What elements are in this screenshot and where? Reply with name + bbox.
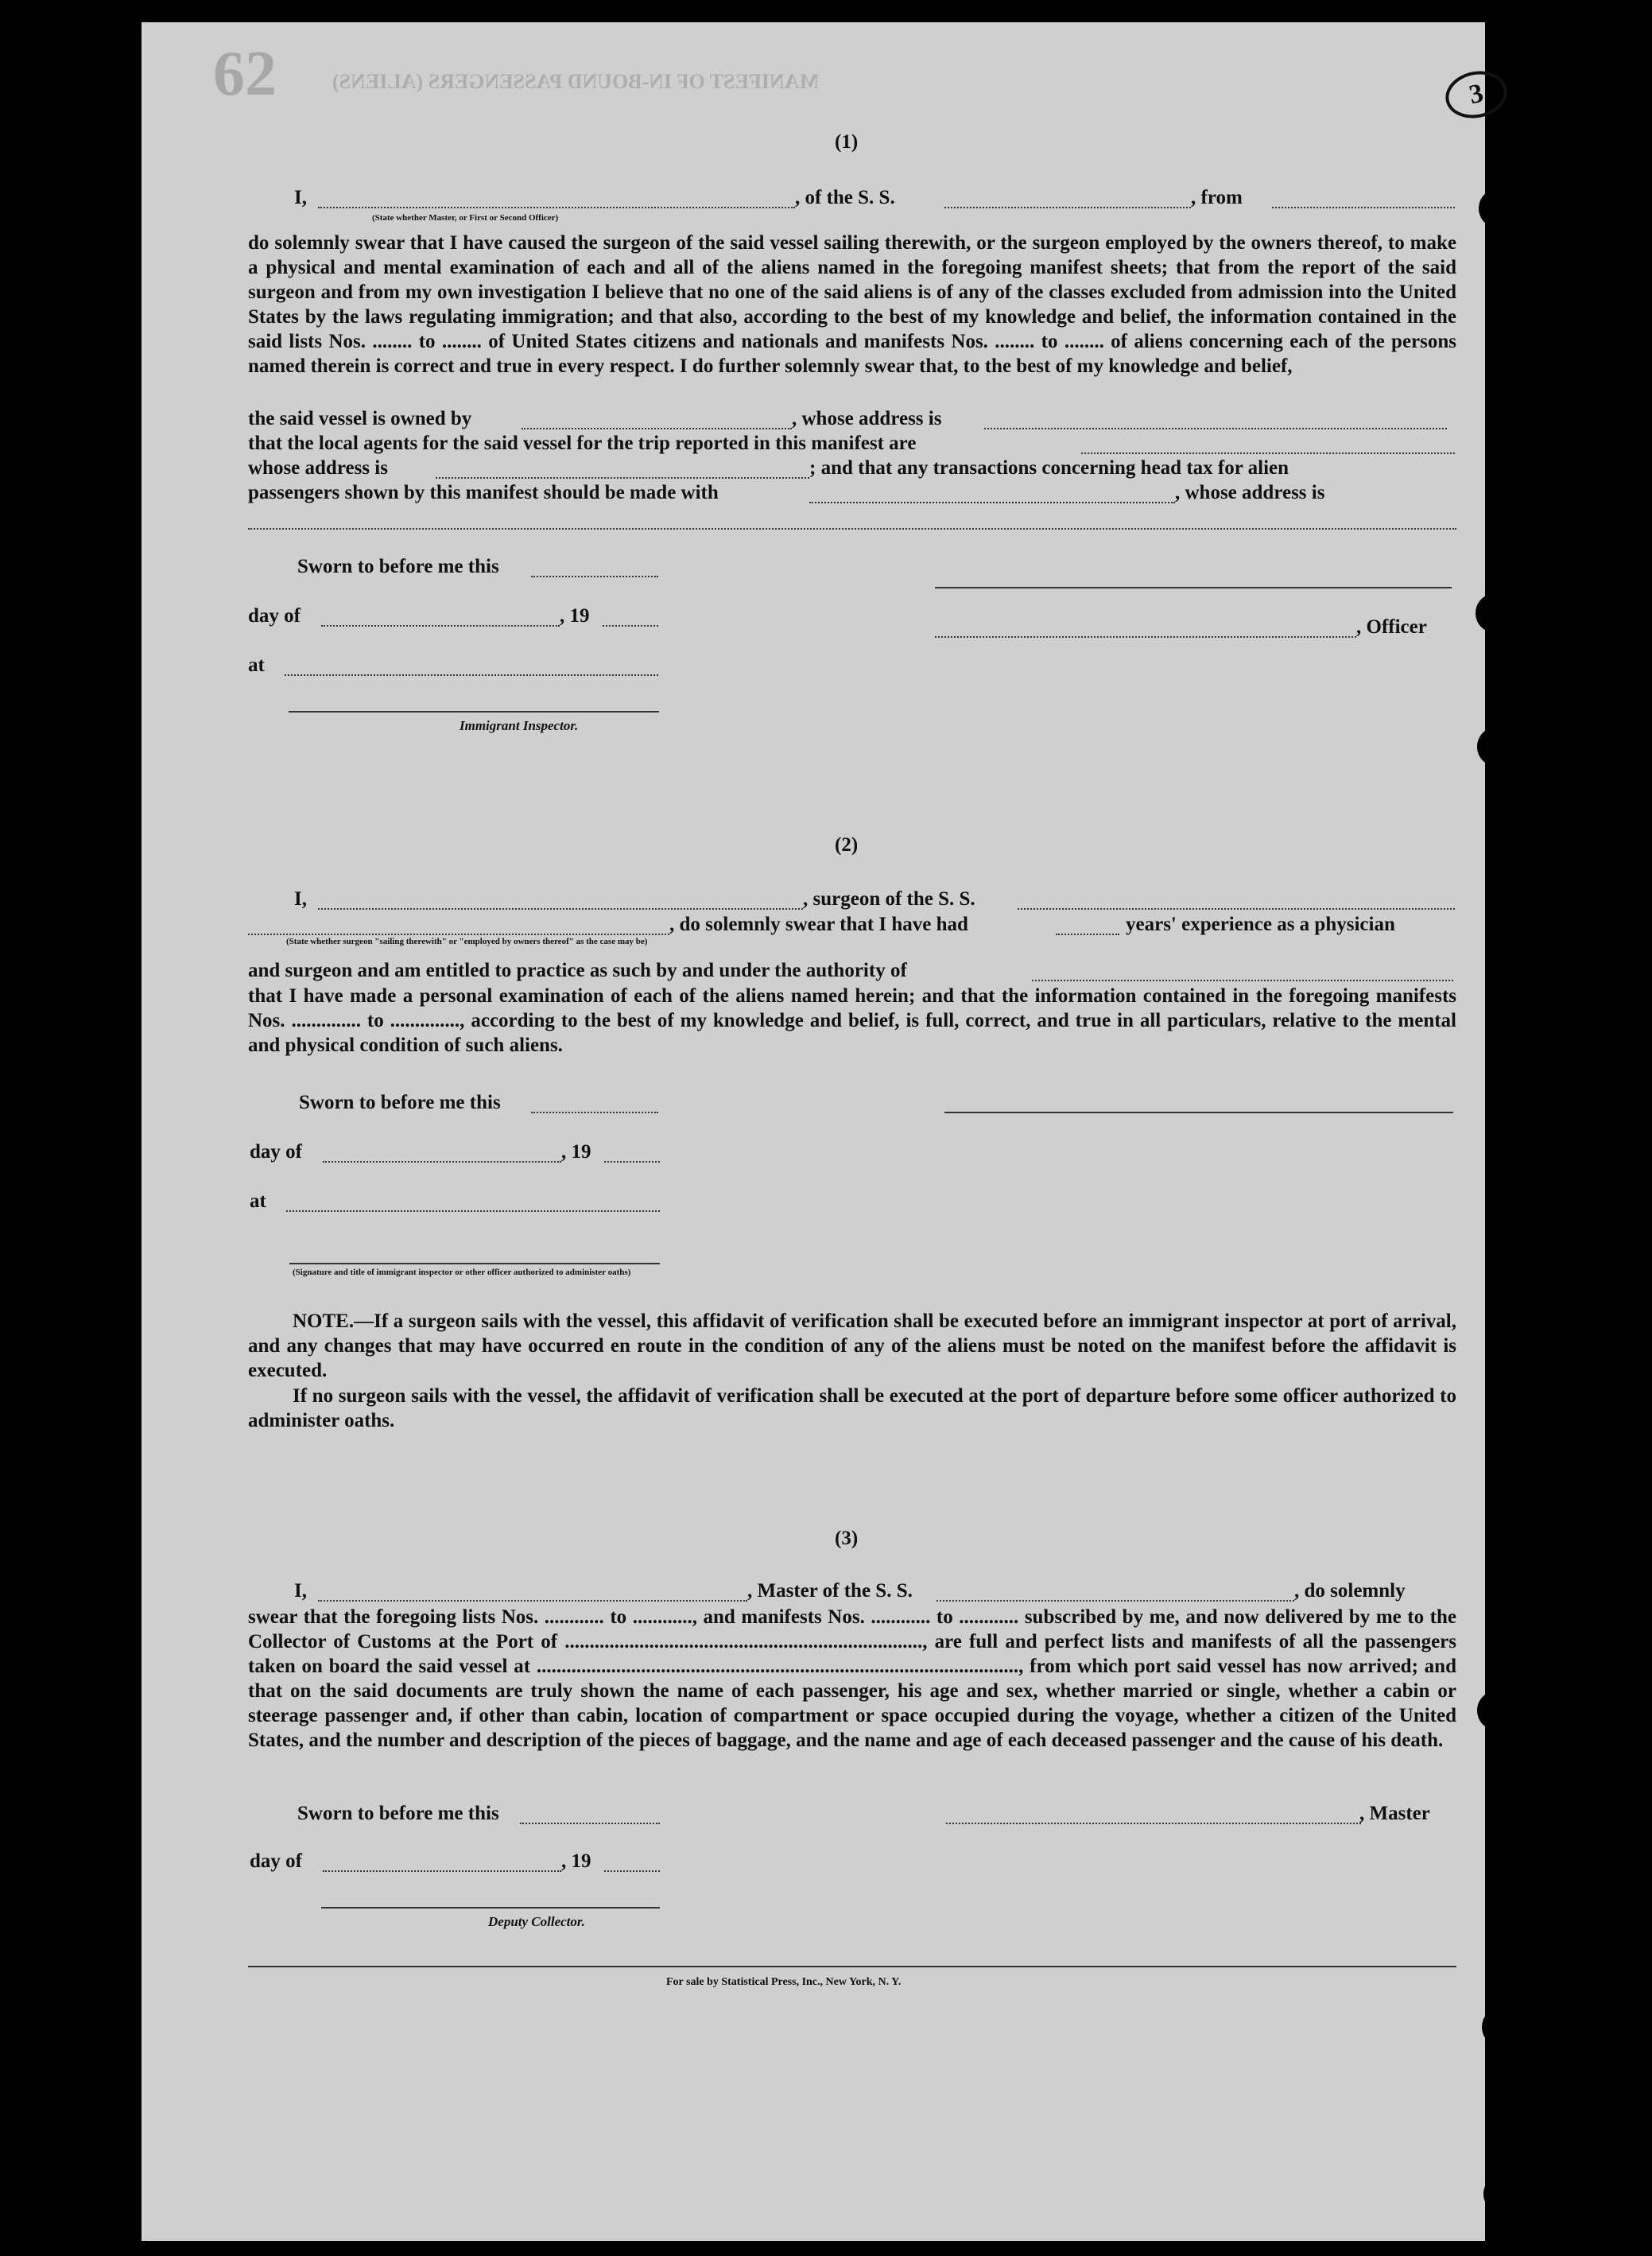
s1-head-tax-label: ; and that any transactions concerning head tax for alien (809, 457, 1289, 479)
s1-whose-address-label: , whose address is (792, 408, 942, 429)
manifest-sheet (142, 22, 1485, 2241)
binder-hole (1485, 504, 1525, 544)
s2-surgeon-status-field[interactable] (248, 934, 669, 935)
s1-officer-label: , Officer (1356, 616, 1427, 638)
s2-solemnly-label: , do solemnly swear that I have had (669, 914, 968, 935)
s1-from-field[interactable] (1272, 207, 1455, 208)
s1-local-agents-label: that the local agents for the said vessel for the trip reported in this manifest are (248, 433, 917, 454)
s3-master-signature-line[interactable] (946, 1823, 1361, 1824)
s2-ship-name-field[interactable] (1018, 908, 1455, 910)
s1-inspector-signature-line[interactable] (289, 711, 659, 713)
s1-agents-address-field[interactable] (436, 477, 809, 479)
s1-officer-signature-line[interactable] (935, 587, 1452, 588)
s1-contact-address-field[interactable] (248, 528, 1456, 530)
s1-sworn-field[interactable] (531, 576, 658, 577)
s2-surgeon-signature-line[interactable] (944, 1112, 1453, 1113)
s3-solemnly-label: , do solemnly (1294, 1580, 1406, 1602)
s2-signature-note: (Signature and title of immigrant inspector or other officer authorized to administer oaths) (293, 1268, 631, 1277)
s1-head-tax-contact-field[interactable] (809, 502, 1175, 503)
s3-oath-paragraph: swear that the foregoing lists Nos. ............ to ............, and manifests Nos. ............ to ............ subscribed by me, and now delivered by me to the Collector of Customs at the Port of ........................................................................, are full and perfect lists and manifests of all the passengers taken on board the said vessel at ................................................................................................., from which port said vessel has now arrived; and that on the said documents are truly shown the name of each passenger, his age and sex, whether married or single, whether a cabin or steerage passenger and, if other than cabin, location of compartment or space occupied during the voyage, whether a citizen of the United States, and the number and description of the pieces of baggage, and the name and age of each deceased passenger and the cause of his death. (248, 1606, 1456, 1751)
s2-year-field[interactable] (604, 1161, 660, 1163)
binder-hole (1477, 727, 1517, 767)
binder-hole (1479, 188, 1518, 228)
s2-note-paragraph: NOTE.—If a surgeon sails with the vessel, this affidavit of verification shall be executed before an immigrant inspector at port of arrival, and any changes that may have occurred en route in the condition of any of the aliens must be noted on the manifest before the affidavit is executed. (248, 1310, 1456, 1381)
s3-sworn-label: Sworn to before me this (297, 1803, 499, 1824)
s2-year-label: , 19 (561, 1141, 591, 1163)
footer-rule (248, 1966, 1456, 1967)
ghost-manifest-number: 62 (213, 39, 277, 109)
binder-hole (1487, 1587, 1526, 1627)
section2-number: (2) (835, 834, 859, 856)
s3-ship-name-field[interactable] (937, 1600, 1294, 1602)
s2-practice-label: and surgeon and am entitled to practice as such by and under the authority of (248, 960, 907, 981)
binder-hole (1482, 2007, 1522, 2047)
s2-inspector-signature-line[interactable] (289, 1263, 660, 1264)
s1-officer-name-field[interactable] (318, 207, 795, 208)
s1-sworn-label: Sworn to before me this (297, 556, 499, 577)
s3-year-field[interactable] (604, 1870, 660, 1872)
s1-from-label: , from (1191, 187, 1243, 208)
s1-local-agents-field[interactable] (1081, 452, 1455, 454)
s1-owner-address-field[interactable] (984, 428, 1447, 429)
s1-year-label: , 19 (560, 605, 590, 627)
s2-sworn-label: Sworn to before me this (299, 1092, 501, 1113)
s3-deputy-label: Deputy Collector. (488, 1914, 585, 1929)
s2-note-paragraph-2: If no surgeon sails with the vessel, the affidavit of verification shall be executed at the port of departure before some officer authorized to administer oaths. (248, 1385, 1456, 1431)
s1-year-field[interactable] (603, 625, 658, 627)
s2-sworn-field[interactable] (531, 1112, 658, 1113)
s3-day-of-label: day of (250, 1850, 302, 1872)
binder-hole (1476, 593, 1515, 633)
s2-surgeon-note: (State whether surgeon "sailing therewith" or "employed by owners thereof" as the case may be) (286, 937, 648, 946)
binder-hole (1487, 1460, 1526, 1500)
s1-day-of-label: day of (248, 605, 301, 627)
s3-i-label: I, (294, 1580, 307, 1602)
s2-surgeon-name-field[interactable] (318, 908, 803, 910)
s1-i-label: I, (294, 187, 307, 208)
binder-hole (1483, 2174, 1523, 2214)
s2-i-label: I, (294, 888, 307, 910)
page-number-mark: 3 (1441, 66, 1511, 124)
s1-owner-field[interactable] (522, 428, 792, 429)
s1-oath-paragraph: do solemnly swear that I have caused the surgeon of the said vessel sailing therewith, or the surgeon employed by the owners thereof, to make a physical and mental examination of each and all of the aliens named in the foregoing manifest sheets; that from the report of the said surgeon and from my own investigation I believe that no one of the said aliens is of any of the classes excluded from admission into the United States by the laws regulating immigration; and that also, according to the best of my knowledge and belief, the information contained in the said lists Nos. ........ to ........ of United States citizens and nationals and manifests Nos. ........ to ........ of aliens concerning each of the persons named therein is correct and true in every respect. I do further solemnly swear that, to the best of my knowledge and belief, (248, 232, 1456, 377)
s3-master-label: , Master (1359, 1803, 1430, 1824)
s2-years-label: years' experience as a physician (1126, 914, 1395, 935)
s3-deputy-signature-line[interactable] (321, 1907, 660, 1908)
s3-day-field[interactable] (323, 1870, 561, 1872)
binder-hole (1477, 1691, 1517, 1730)
s2-at-label: at (250, 1190, 266, 1212)
s3-sworn-field[interactable] (520, 1823, 660, 1824)
s1-officer-name-line[interactable] (935, 636, 1356, 638)
s2-authority-field[interactable] (1032, 980, 1453, 981)
s1-inspector-label: Immigrant Inspector. (460, 718, 579, 733)
s2-years-field[interactable] (1056, 934, 1119, 935)
s2-at-field[interactable] (286, 1210, 660, 1212)
s1-at-label: at (248, 654, 265, 676)
s3-year-label: , 19 (561, 1850, 591, 1872)
s2-surgeon-of-label: , surgeon of the S. S. (803, 888, 975, 910)
s3-master-name-field[interactable] (318, 1600, 747, 1602)
s1-whose-address-is-label: whose address is (248, 457, 388, 479)
s3-master-of-label: , Master of the S. S. (747, 1580, 913, 1602)
footer-publisher: For sale by Statistical Press, Inc., New York, N. Y. (666, 1976, 902, 1988)
s1-owned-by-label: the said vessel is owned by (248, 408, 472, 429)
ghost-manifest-title: MANIFEST OF IN-BOUND PASSENGERS (ALIENS) (332, 70, 820, 93)
section3-number: (3) (835, 1528, 859, 1549)
s1-day-field[interactable] (321, 625, 560, 627)
s1-at-field[interactable] (285, 674, 658, 676)
section1-number: (1) (835, 131, 859, 153)
s2-day-of-label: day of (250, 1141, 302, 1163)
s2-day-field[interactable] (323, 1161, 561, 1163)
s1-whose-address-end-label: , whose address is (1175, 482, 1325, 503)
s1-ship-name-field[interactable] (944, 207, 1191, 208)
s1-officer-note: (State whether Master, or First or Second Officer) (372, 213, 559, 223)
s1-of-ss-label: , of the S. S. (795, 187, 895, 208)
s2-exam-paragraph: that I have made a personal examination of each of the aliens named herein; and that the information contained in the foregoing manifests Nos. .............. to .............., according to the best of my knowledge and belief, is full, correct, and true in all particulars, relative to the mental and physical condition of such aliens. (248, 985, 1456, 1056)
s1-passengers-label: passengers shown by this manifest should be made with (248, 482, 719, 503)
